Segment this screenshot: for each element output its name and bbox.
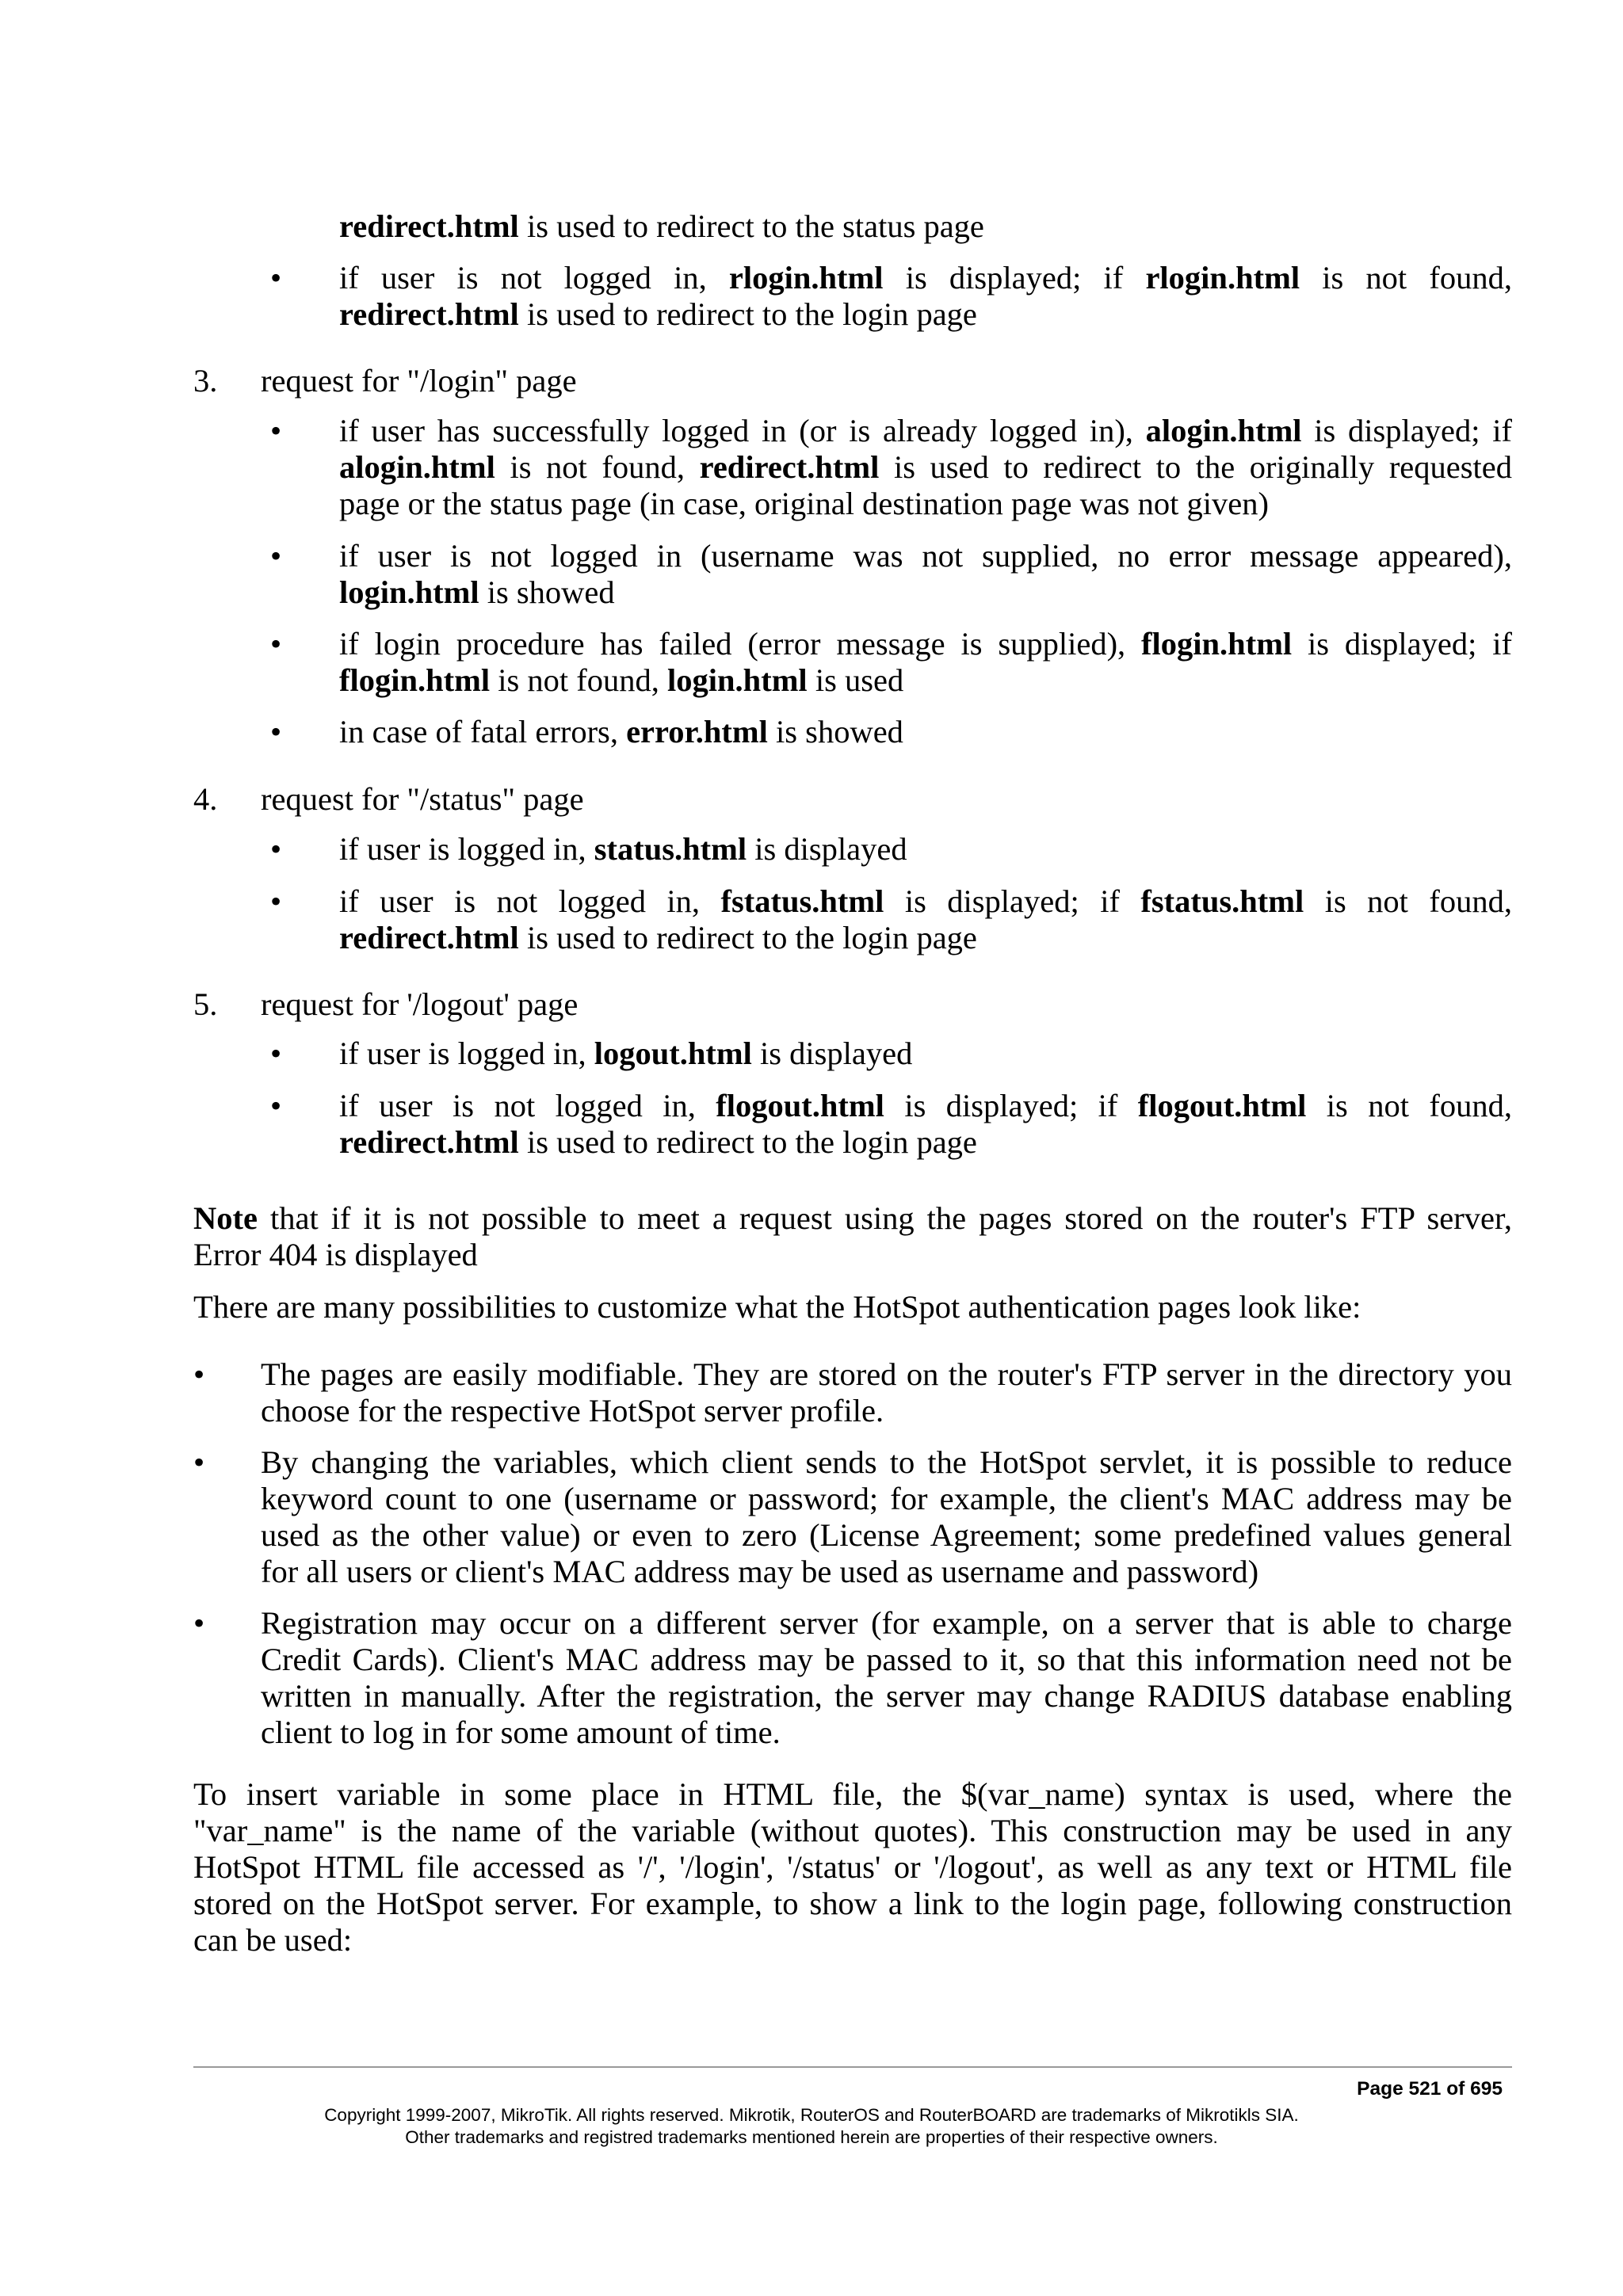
list-heading: request for '/logout' page [261,986,579,1022]
text-line: for all users or client's MAC address may be used as username and password) [261,1554,1259,1589]
text-line: in case of fatal errors, error.html is showed [339,714,903,749]
note-label: Note [193,1200,258,1236]
text-line: used as the other value) or even to zero (License Agreement; some predefined values general [261,1517,1512,1553]
text-line: "var_name" is the name of the variable (without quotes). This construction may be used in any [193,1813,1512,1848]
text-line: if user is not logged in (username was not supplied, no error message appeared), [339,538,1512,574]
footer-copyright: Copyright 1999-2007, MikroTik. All rights reserved. Mikrotik, RouterOS and RouterBOARD are trademarks of Mikrotikls SIA. [324,2105,1299,2125]
bullet-glyph: • [270,413,282,448]
list-heading: request for "/login" page [261,363,577,399]
bullet-glyph: • [193,1444,205,1480]
text-line: if login procedure has failed (error message is supplied), flogin.html is displayed; if [339,626,1512,662]
filename: redirect.html [339,296,519,332]
filename: fstatus.html [720,883,884,919]
bullet-glyph: • [270,883,282,919]
list-number: 5. [193,986,218,1022]
text-line: if user is not logged in, flogout.html is displayed; if flogout.html is not found, [339,1088,1512,1123]
filename: redirect.html [339,920,519,955]
filename: flogout.html [716,1088,884,1123]
text-line: HotSpot HTML file accessed as '/', '/login', '/status' or '/logout', as well as any text or HTML file [193,1849,1512,1885]
list-number: 3. [193,363,218,399]
filename: error.html [626,714,768,749]
text-line: if user is logged in, status.html is displayed [339,831,907,867]
text-line: stored on the HotSpot server. For example, to show a link to the login page, following construction [193,1886,1512,1921]
text-line: if user is logged in, logout.html is displayed [339,1035,913,1071]
filename: fstatus.html [1140,883,1304,919]
text-line: keyword count to one (username or password; for example, the client's MAC address may be [261,1481,1512,1516]
filename: redirect.html [339,208,519,244]
text-line: redirect.html is used to redirect to the login page [339,920,977,955]
text-line: client to log in for some amount of time. [261,1714,781,1750]
filename: flogin.html [1141,626,1293,662]
bullet-glyph: • [270,260,282,296]
footer-trademarks: Other trademarks and registred trademarks mentioned herein are properties of their respective owners. [405,2127,1218,2147]
text-line: Registration may occur on a different server (for example, on a server that is able to charge [261,1605,1512,1641]
filename: login.html [339,574,479,610]
text-line: The pages are easily modifiable. They are stored on the router's FTP server in the directory you [261,1356,1512,1392]
text-line: if user has successfully logged in (or is already logged in), alogin.html is displayed; if [339,413,1512,448]
text-line: flogin.html is not found, login.html is used [339,662,904,698]
filename: flogin.html [339,662,491,698]
footer-divider [193,2066,1512,2068]
text-line: redirect.html is used to redirect to the login page [339,296,977,332]
text-line: choose for the respective HotSpot server profile. [261,1393,884,1428]
filename: redirect.html [699,449,880,485]
text-line: alogin.html is not found, redirect.html is used to redirect to the originally requested [339,449,1512,485]
filename: alogin.html [339,449,495,485]
list-heading: request for "/status" page [261,781,584,817]
paragraph: There are many possibilities to customize what the HotSpot authentication pages look like: [193,1289,1361,1325]
bullet-glyph: • [270,831,282,867]
text-line: can be used: [193,1922,353,1958]
text-line: page or the status page (in case, original destination page was not given) [339,486,1270,521]
bullet-glyph: • [270,1088,282,1123]
text-line: if user is not logged in, rlogin.html is displayed; if rlogin.html is not found, [339,260,1512,296]
bullet-glyph: • [193,1605,205,1641]
bullet-glyph: • [270,714,282,749]
text-line: By changing the variables, which client sends to the HotSpot servlet, it is possible to reduce [261,1444,1512,1480]
filename: login.html [667,662,808,698]
bullet-glyph: • [193,1356,205,1392]
filename: flogout.html [1137,1088,1307,1123]
bullet-glyph: • [270,626,282,662]
filename: rlogin.html [728,260,884,296]
bullet-glyph: • [270,1035,282,1071]
filename: status.html [594,831,747,867]
text-line: redirect.html is used to redirect to the login page [339,1124,977,1160]
text-line: if user is not logged in, fstatus.html is displayed; if fstatus.html is not found, [339,883,1512,919]
filename: rlogin.html [1145,260,1300,296]
text-line: Credit Cards). Client's MAC address may be passed to it, so that this information need not be [261,1642,1512,1677]
page-number: Page 521 of 695 [1357,2078,1503,2100]
note-paragraph: Note that if it is not possible to meet a request using the pages stored on the router's FTP server, [193,1200,1512,1236]
text-line: redirect.html is used to redirect to the status page [339,208,984,244]
text-line: Error 404 is displayed [193,1237,478,1272]
filename: redirect.html [339,1124,519,1160]
bullet-glyph: • [270,538,282,574]
filename: logout.html [594,1035,752,1071]
text-line: written in manually. After the registration, the server may change RADIUS database enabling [261,1678,1512,1714]
text-line: login.html is showed [339,574,615,610]
list-number: 4. [193,781,218,817]
text-line: To insert variable in some place in HTML file, the $(var_name) syntax is used, where the [193,1776,1512,1812]
filename: alogin.html [1145,413,1302,448]
